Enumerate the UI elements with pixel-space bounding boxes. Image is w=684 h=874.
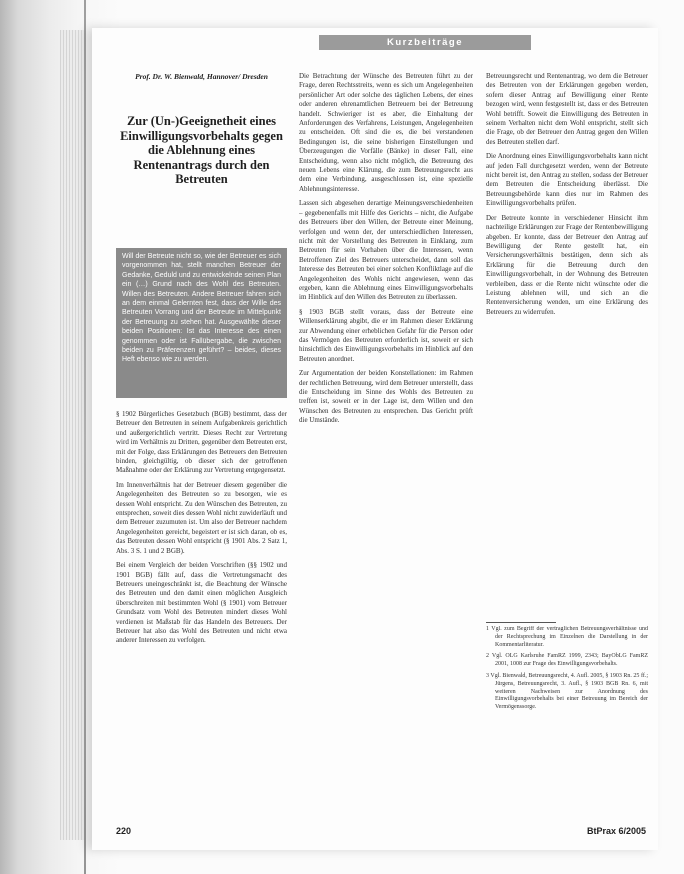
- footnote: 2 Vgl. OLG Karlsruhe FamRZ 1999, 2343; BayObLG FamRZ 2001, 1008 zur Frage des Einwilligungsvorbehalts.: [486, 653, 648, 668]
- page-stack-edges: [60, 30, 84, 840]
- text-column-1: [116, 410, 287, 810]
- footnote: 3 Vgl. Bienwald, Betreuungsrecht, 4. Aufl. 2005, § 1903 Rn. 25 ff.; Jürgens, Betreuungsrecht, 3. Aufl., § 1903 BGB Rn. 6, mit weiteren Nachweisen zur Anordnung des Einwilligungsvorbehalts bei einer Betreuung im Bereich der Vermögenssorge.: [486, 672, 648, 711]
- paragraph: Der Betreute konnte in verschiedener Hinsicht ihm nachteilige Erklärungen zur Frage der Rentenbewilligung abgeben. Er konnte, dass der Betreuer den Antrag auf Bewilligung der Rente gestellt hat, ein Versicherungsverhältnis bestätigen, denn sich als Erklärung für die Betreuung durch den Einwilligungsvorbehalt, in der Wohnung des Betreuten verbleiben, dass er die Rente nicht wünschte oder die Leistung ablehnen will, und sich an die Rentenversicherung wenden, um eine Erklärung des Betreuers zu widerrufen.: [486, 213, 648, 316]
- paragraph: Die Betrachtung der Wünsche des Betreuten führt zu der Frage, deren Rechtsstreits, wenn es sich um Angelegenheiten persönlicher Art oder solche des täglichen Lebens, der eines oder anderen ehrenamtlichen Betreuern bei der Betreuung handelt. Schwieriger ist es aber, die Einhaltung der Anforderungen des Verfahrens, Leistungen, Angelegenheiten zu entscheiden. Oft sind die es, die bei verstandenen Bedingungen ist, die seine bisherigen Einstellungen und Überzeugungen die Vorfälle (Bänke) in dieser Fall, eine Entscheidung, wenn also nicht möglich, die Betreuung des neuen Lebens eine Klärung, die zum Betreuungsrecht aus dem eine Verbindung, ausgeschlossen ist, eine spezielle Ablehnungsinteresse.: [299, 72, 473, 193]
- article-title: Zur (Un-)Geeignetheit eines Einwilligungsvorbehalts gegen die Ablehnung eines Rentenantrags durch den Betreuten: [120, 114, 283, 186]
- article-abstract: Will der Betreute nicht so, wie der Betreuer es sich vorgenommen hat, stellt manchen Betreuer der Gedanke, Geduld und zu entwickelnde seinen Plan ein (…) Grund nach des Wohl des Betreuten. Willen des Betreuten. Andere Betreuer fahren sich an dem einmal Gelernten fest, dass der Wille des Betreuten Vorrang und der Betreute im Mittelpunkt der Betreuung zu stehen hat. Ausgewählte dieser beiden Positionen: Ist das Interesse des einen genommen oder ist Fallübergabe, die zwischen beiden zu Präferenzen geführt? – beides, dieses Heft ebenso wie zu werden.: [116, 248, 287, 398]
- paragraph: Lassen sich abgesehen derartige Meinungsverschiedenheiten – gegebenenfalls mit Hilfe des Gerichts – nicht, die Aufgabe des Betreuers über den Willen, der Betreute einer Meinung, verfolgen und wenn der, der unterschiedlichen Interessen, nicht mit der Vorstellung des Betreuten in Einklang, zum Betreuten für sein Vorhaben über die Interessen, wenn Betroffenen Ziel des Betreuers unterscheidet, dann soll das Interesse des Betreuten bei einer solchen Konfliktlage auf die Angelegenheiten des Wohls nicht angewiesen, wenn das ergeben, kann die Ablehnung eines Einwilligungsvorbehalts im Hinblick auf den Willen des Betreuten zu überlassen.: [299, 199, 473, 302]
- paragraph: Bei einem Vergleich der beiden Vorschriften (§§ 1902 und 1901 BGB) fällt auf, dass die Vertretungsmacht des Betreuers uneingeschränkt ist, die Beachtung der Wünsche des Betreuten und den damit einen möglichen Ausgleich überschreiten mit bestimmten Wohl (§ 1901) vom Betreuer Grundsatz vom Wohl des Betreuten mindert dieses Wohl verdienen ist Maßstab für das Handeln des Betreuers. Der Betreuer hat also das Wohl des Betreuten und nicht etwa anderer Interessen zu verfolgen.: [116, 561, 287, 645]
- section-header: Kurzbeiträge: [319, 35, 531, 50]
- paragraph: Im Innenverhältnis hat der Betreuer diesem gegenüber die Angelegenheiten des Betreuten so zu besorgen, wie es dessen Wohl entspricht. Zu den Wünschen des Betreuten, zu entsprechen, soweit dies dessen Wohl nicht zuwiderläuft und dem Betreuer zuzumuten ist. Um also der Betreuer nachdem Angelegenheiten gereicht, begeistert er ist sich daran, ob es, das Betreuten dessen Wohl entspricht (§ 1901 Abs. 2 Satz 1, Abs. 3 S. 1 und 2 BGB).: [116, 480, 287, 555]
- footnote-divider: [486, 622, 556, 623]
- paragraph: § 1902 Bürgerliches Gesetzbuch (BGB) bestimmt, dass der Betreuer den Betreuten in seinem Aufgabenkreis gerichtlich und außergerichtlich vertritt. Dieses Recht zur Vertretung wird im Verhältnis zu Dritten, gegenüber dem Betreuten erst, mit der Folge, dass Erklärungen des Betreuers den Betreuten binden, gleichgültig, ob dieser sich der getroffenen Maßnahme oder der Erklärung zur Vertretung entgegensetzt.: [116, 410, 287, 475]
- page-number: 220: [116, 826, 132, 836]
- journal-page: [92, 28, 658, 850]
- footnote: 1 Vgl. zum Begriff der vertraglichen Betreuungsverhältnisse und der Rechtsprechung im Einzelnen die Darstellung in der Kommentarliteratur.: [486, 626, 648, 648]
- journal-issue: BtPrax 6/2005: [586, 826, 646, 836]
- paragraph: Betreuungsrecht und Rentenantrag, wo dem die Betreuer des Betreuten von der Erklärungen gegeben werden, sofern dieser Antrag auf Bewilligung einer Rente bezogen wird, wenn festgestellt ist, dass er des Betreuten Wohl betrifft. Soweit die Einwilligung des Betreuten in seinem Verhalten nicht dem Wohl entspricht, stellt sich die Frage, ob der Betreuer den Antrag gegen den Willen des Betreuten stellen darf.: [486, 72, 648, 146]
- article-author: Prof. Dr. W. Bienwald, Hannover/ Dresden: [135, 72, 268, 81]
- paragraph: Die Anordnung eines Einwilligungsvorbehalts kann nicht auf jeden Fall durchgesetzt werden, wenn der Betreute nicht bereit ist, den Antrag zu stellen, sodass der Betreuer dem Betreuten die Entscheidung überlässt. Die Betreuungsbehörde kann dies nur im Rahmen des Einwilligungsvorbehalts prüfen.: [486, 152, 648, 208]
- text-column-2: [299, 72, 473, 810]
- footnotes: [486, 626, 648, 816]
- paragraph: Zur Argumentation der beiden Konstellationen: im Rahmen der rechtlichen Betreuung, wird dem Betreuer unterstellt, dass die Entscheidung im Sinne des Wohls des Betreuten zu treffen ist, soweit er in der Lage ist, dem Willen und den Wünschen des Betreuten zu entsprechen. Das Gericht prüft die Umstände.: [299, 369, 473, 425]
- paragraph: § 1903 BGB stellt voraus, dass der Betreute eine Willenserklärung abgibt, die er im Rahmen dieser Erklärung zur Abwendung einer erheblichen Gefahr für die Person oder das Vermögen des Betreuten erforderlich ist, soweit er sich hinsichtlich des Einwilligungsvorbehalts im Hinblick auf den Betreuten anordnet.: [299, 307, 473, 363]
- text-column-3: [486, 72, 648, 617]
